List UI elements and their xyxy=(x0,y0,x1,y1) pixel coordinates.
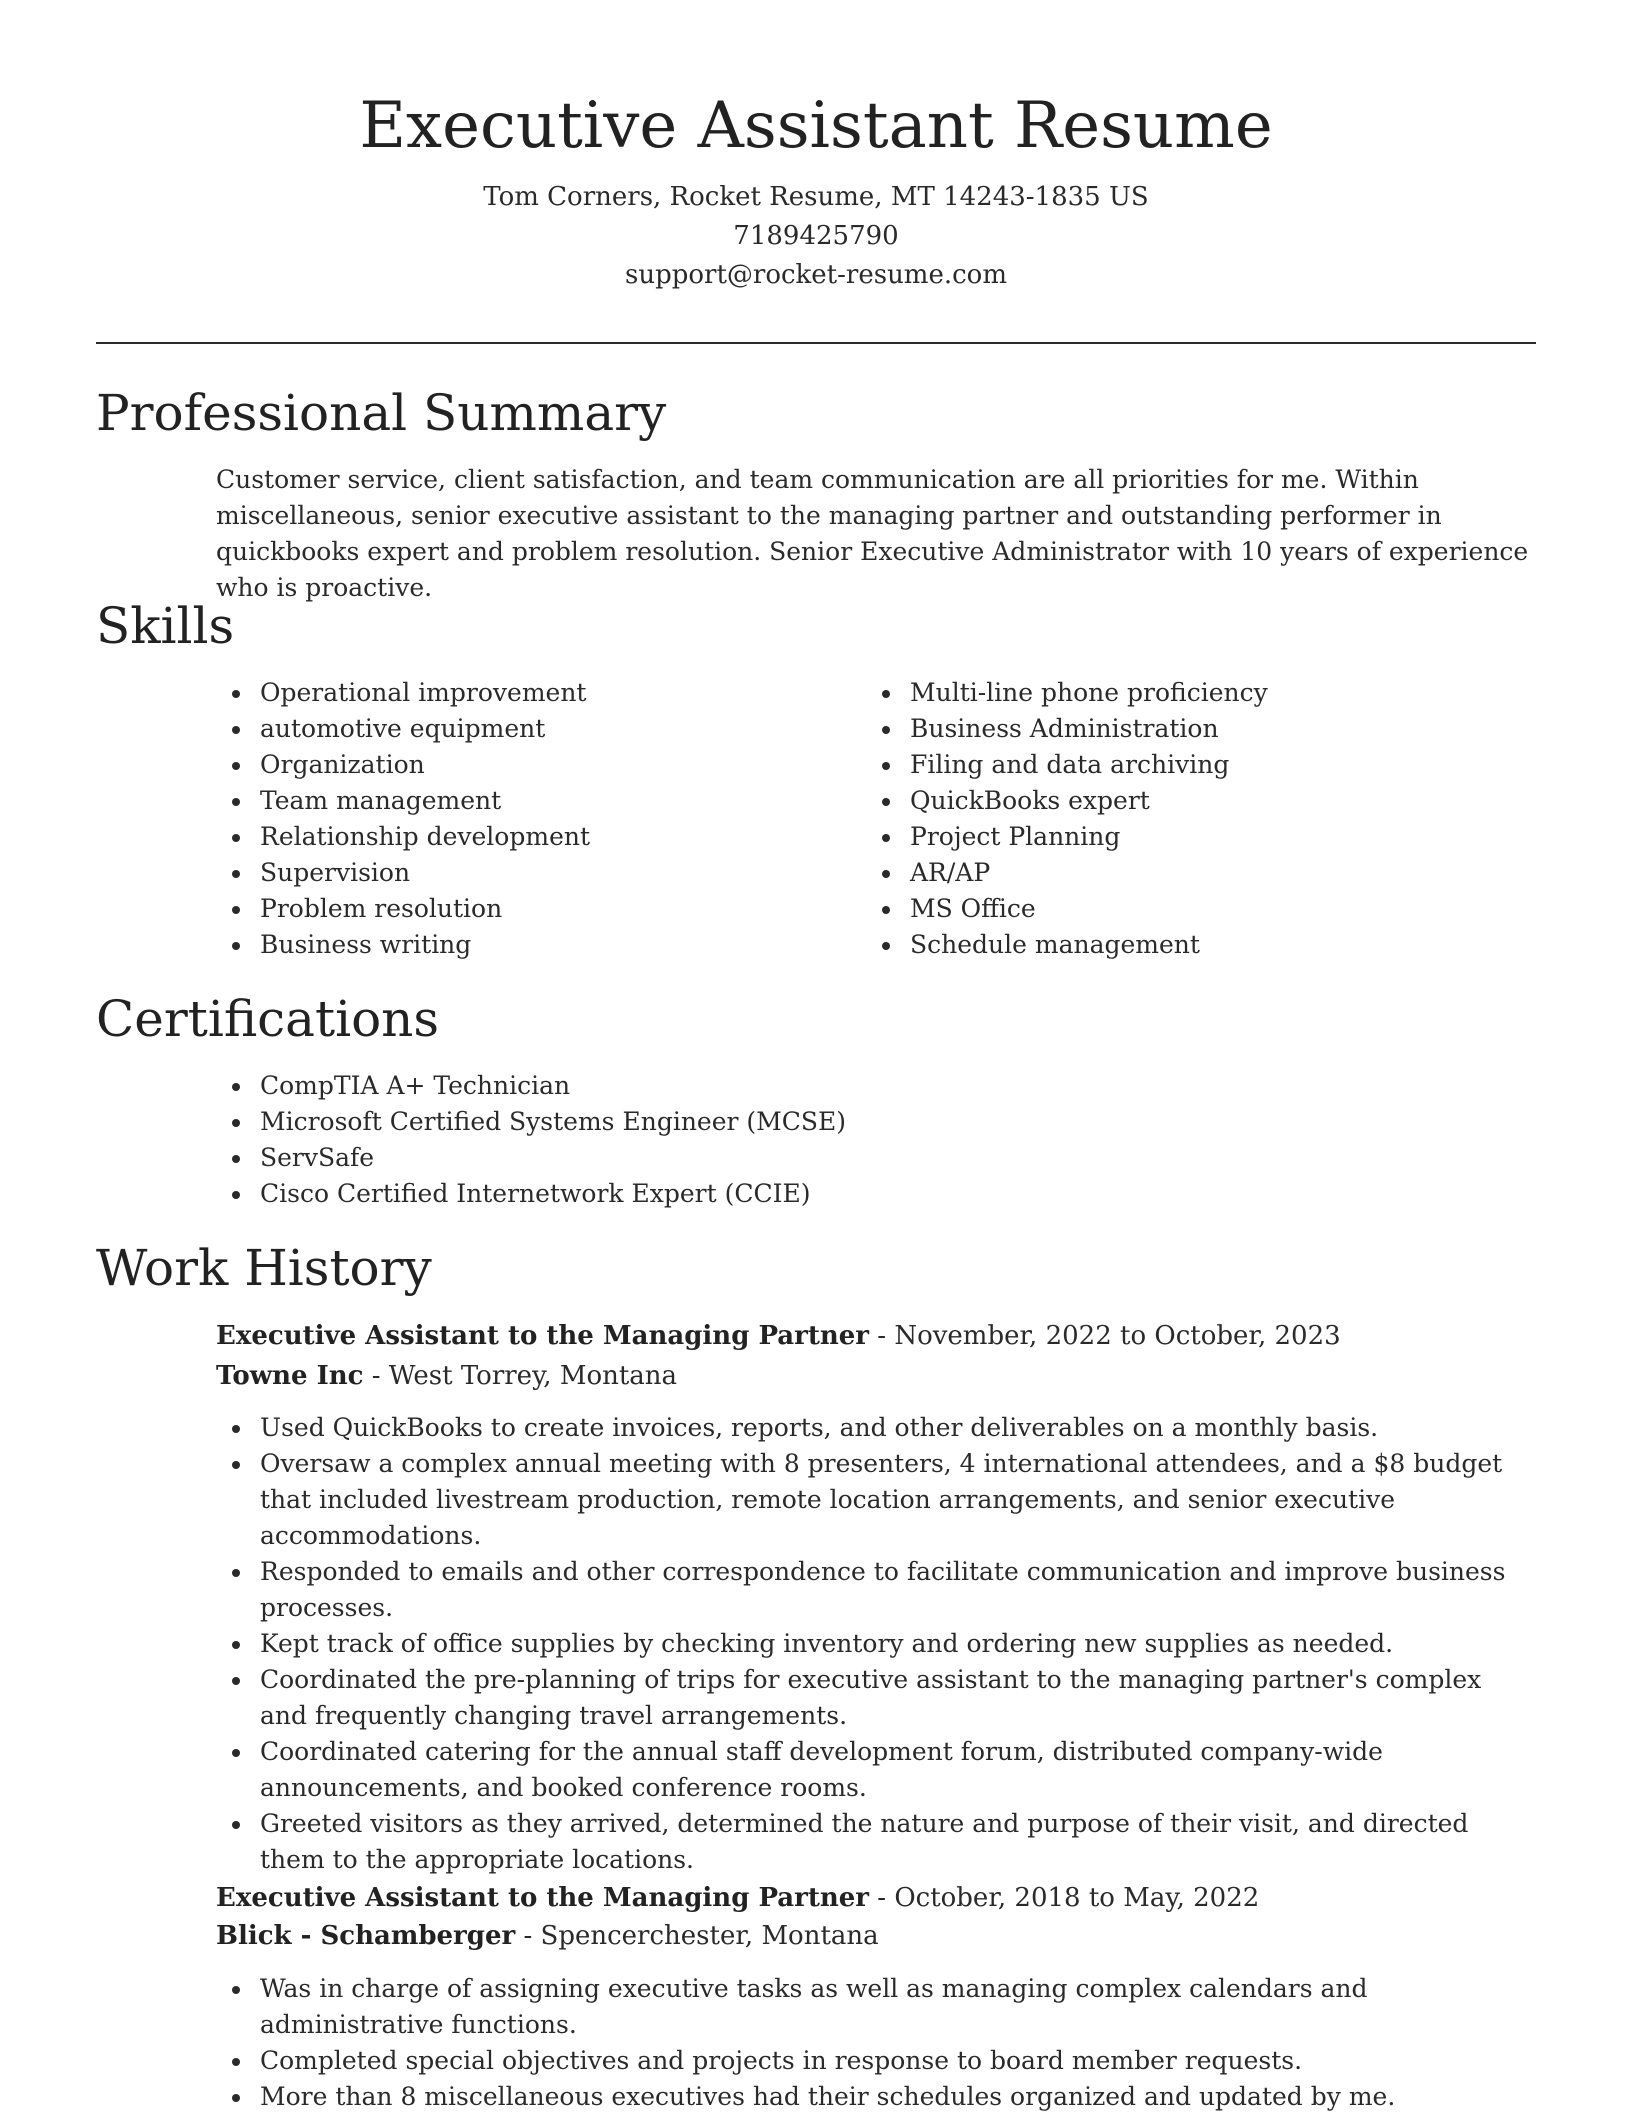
job-company-line xyxy=(216,1357,1536,1395)
job-bullets xyxy=(216,1971,1536,2115)
certification-item: Microsoft Certified Systems Engineer (MCSE) xyxy=(216,1104,1516,1140)
job-title-line xyxy=(216,1317,1536,1355)
skill-item: MS Office xyxy=(866,891,1506,927)
resume-page xyxy=(96,0,1536,2111)
job-company-line xyxy=(216,1917,1536,1955)
job-company: Towne Inc xyxy=(216,1361,364,1391)
skill-item: automotive equipment xyxy=(216,711,816,747)
job-bullet: Oversaw a complex annual meeting with 8 presenters, 4 international attendees, and a $8 budget that included livestream production, remote location arrangements, and senior executive accommodations. xyxy=(216,1446,1536,1554)
skill-item: Business Administration xyxy=(866,711,1506,747)
skill-item: Filing and data archiving xyxy=(866,747,1506,783)
skill-item: Supervision xyxy=(216,855,816,891)
header-divider xyxy=(96,342,1536,344)
job-title-line xyxy=(216,1879,1536,1917)
job-bullet: Responded to emails and other correspondence to facilitate communication and improve business processes. xyxy=(216,1554,1536,1626)
skill-item: Team management xyxy=(216,783,816,819)
skill-item: Schedule management xyxy=(866,927,1506,963)
job-bullet: Used QuickBooks to create invoices, reports, and other deliverables on a monthly basis. xyxy=(216,1410,1536,1446)
skill-item: Relationship development xyxy=(216,819,816,855)
resume-title: Executive Assistant Resume xyxy=(359,89,1273,163)
contact-info xyxy=(96,178,1536,295)
summary-text: Customer service, client satisfaction, and team communication are all priorities for me. Within miscellaneous, senior executive assistant to the managing partner and outstanding performer in quickbooks expert and problem resolution. Senior Executive Administrator with 10 years of experience who is proactive. xyxy=(216,465,1529,602)
contact-phone: 7189425790 xyxy=(733,221,899,251)
job-title: Executive Assistant to the Managing Partner xyxy=(216,1883,869,1913)
certification-item: Cisco Certified Internetwork Expert (CCIE) xyxy=(216,1176,1516,1212)
work-history-heading: Work History xyxy=(96,1239,432,1297)
skill-item: AR/AP xyxy=(866,855,1506,891)
job-bullet: Kept track of office supplies by checking inventory and ordering new supplies as needed. xyxy=(216,1626,1536,1662)
skills-list-right xyxy=(866,675,1506,963)
skill-item: Organization xyxy=(216,747,816,783)
job-bullet: Greeted visitors as they arrived, determined the nature and purpose of their visit, and directed them to the appropriate locations. xyxy=(216,1806,1536,1878)
certifications-heading: Certifications xyxy=(96,990,440,1048)
skill-item: Problem resolution xyxy=(216,891,816,927)
skills-list-left xyxy=(216,675,816,963)
job-bullet: Was in charge of assigning executive tasks as well as managing complex calendars and administrative functions. xyxy=(216,1971,1536,2043)
certification-item: CompTIA A+ Technician xyxy=(216,1068,1516,1104)
job-title: Executive Assistant to the Managing Partner xyxy=(216,1321,869,1351)
job-bullet: Coordinated the pre-planning of trips for executive assistant to the managing partner's complex and frequently changing travel arrangements. xyxy=(216,1662,1536,1734)
job-dates: - November, 2022 to October, 2023 xyxy=(869,1321,1341,1351)
job-company: Blick - Schamberger xyxy=(216,1921,516,1951)
job-bullet: More than 8 miscellaneous executives had their schedules organized and updated by me. xyxy=(216,2079,1536,2115)
resume-header xyxy=(96,0,1536,295)
skill-item: QuickBooks expert xyxy=(866,783,1506,819)
contact-email: support@rocket-resume.com xyxy=(624,260,1007,290)
certifications-list xyxy=(216,1068,1516,1212)
skill-item: Project Planning xyxy=(866,819,1506,855)
summary-heading: Professional Summary xyxy=(96,384,667,442)
contact-address: Tom Corners, Rocket Resume, MT 14243-1835 US xyxy=(483,182,1149,212)
skill-item: Operational improvement xyxy=(216,675,816,711)
job-location: - West Torrey, Montana xyxy=(363,1361,678,1391)
job-dates: - October, 2018 to May, 2022 xyxy=(869,1883,1260,1913)
job-bullet: Completed special objectives and projects in response to board member requests. xyxy=(216,2043,1536,2079)
skill-item: Business writing xyxy=(216,927,816,963)
skill-item: Multi-line phone proficiency xyxy=(866,675,1506,711)
job-bullet: Coordinated catering for the annual staff development forum, distributed company-wide announcements, and booked conference rooms. xyxy=(216,1734,1536,1806)
certification-item: ServSafe xyxy=(216,1140,1516,1176)
skills-heading: Skills xyxy=(96,597,235,655)
job-bullets xyxy=(216,1410,1536,1878)
job-location: - Spencerchester, Montana xyxy=(515,1921,879,1951)
